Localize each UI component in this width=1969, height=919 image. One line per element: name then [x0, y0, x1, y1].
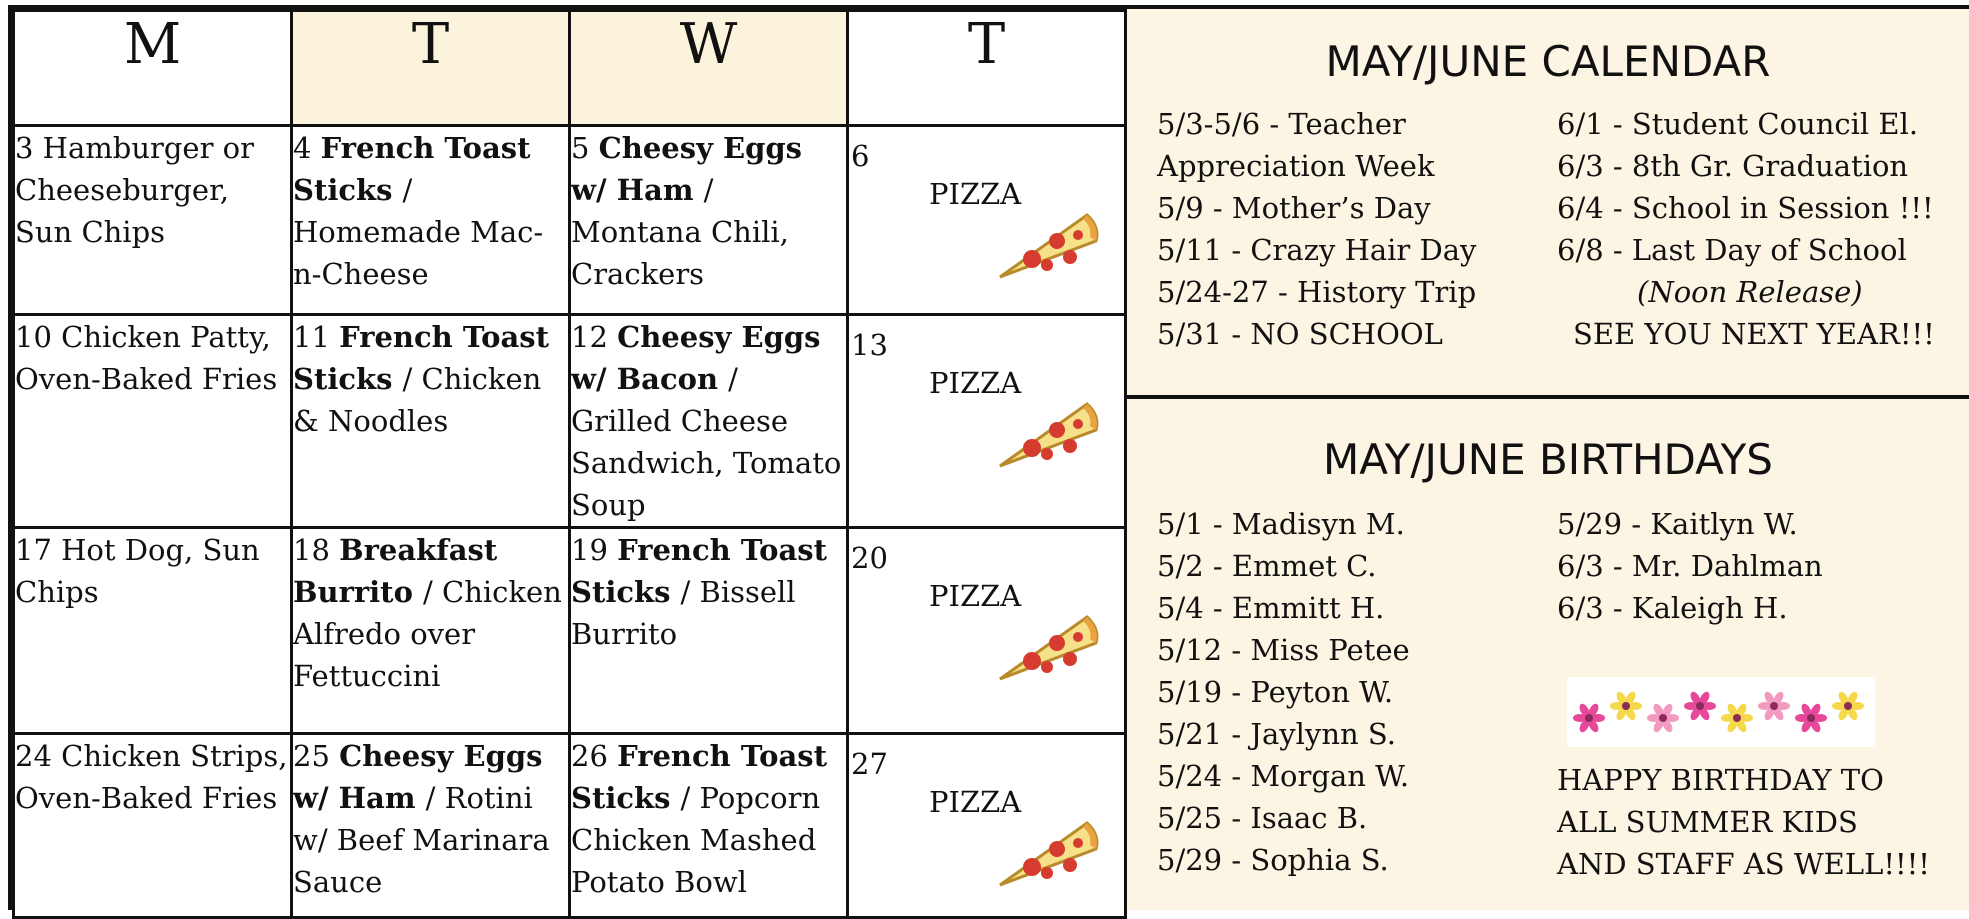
birthday-item: 5/2 - Emmet C. [1157, 549, 1377, 583]
pizza-label: PIZZA [929, 366, 1022, 400]
menu-item-text: Chicken Patty, Oven-Baked Fries [15, 320, 278, 396]
calendar-left-list [1157, 103, 1476, 355]
menu-day-cell [570, 126, 848, 315]
menu-item-bold: Cheesy Eggs w/ Ham [571, 131, 802, 207]
day-header-wed: W [570, 11, 848, 126]
pizza-label: PIZZA [929, 785, 1022, 819]
birthdays-panel [1127, 399, 1969, 910]
pizza-label: PIZZA [929, 177, 1022, 211]
day-number: 10 [15, 320, 62, 354]
calendar-title: MAY/JUNE CALENDAR [1325, 37, 1771, 86]
menu-item-bold: Cheesy Eggs w/ Ham [293, 739, 543, 815]
pizza-slice-icon [992, 815, 1102, 895]
calendar-item: Appreciation Week [1157, 149, 1435, 183]
birthday-item: 5/4 - Emmitt H. [1157, 591, 1385, 625]
menu-item-text: / Montana Chili, Crackers [571, 173, 789, 291]
day-number: 3 [15, 131, 43, 165]
birthday-message-line: ALL SUMMER KIDS [1557, 805, 1858, 839]
birthday-item: 5/12 - Miss Petee [1157, 633, 1410, 667]
menu-day-cell [570, 734, 848, 918]
birthday-item: 5/25 - Isaac B. [1157, 801, 1368, 835]
day-header-mon: M [14, 11, 292, 126]
birthday-item: 5/19 - Peyton W. [1157, 675, 1394, 709]
pizza-slice-icon [992, 609, 1102, 689]
day-number: 5 [571, 131, 599, 165]
day-header-thu: T [848, 11, 1126, 126]
menu-day-cell [14, 528, 292, 734]
day-number: 18 [293, 533, 340, 567]
menu-item-text: / Grilled Cheese Sandwich, Tomato Soup [571, 362, 842, 522]
day-header-row [14, 11, 1126, 126]
menu-item-text: Hot Dog, Sun Chips [15, 533, 260, 609]
birthdays-left-list [1157, 503, 1410, 881]
pizza-slice-icon [992, 396, 1102, 476]
menu-item-text: / Rotini w/ Beef Marinara Sauce [293, 781, 550, 899]
menu-day-cell-pizza [848, 315, 1126, 528]
day-number: 6 [851, 139, 870, 173]
birthday-item: 5/29 - Sophia S. [1157, 843, 1389, 877]
birthday-item: 5/29 - Kaitlyn W. [1557, 507, 1798, 541]
day-number: 17 [15, 533, 62, 567]
birthday-message-line: HAPPY BIRTHDAY TO [1557, 763, 1884, 797]
menu-table [12, 9, 1127, 919]
pizza-label: PIZZA [929, 579, 1022, 613]
birthday-item: 6/3 - Kaleigh H. [1557, 591, 1788, 625]
menu-day-cell [292, 315, 570, 528]
menu-item-text: / Chicken Alfredo over Fettuccini [293, 575, 562, 693]
menu-week-row [14, 528, 1126, 734]
day-header-tue: T [292, 11, 570, 126]
menu-week-row [14, 126, 1126, 315]
birthdays-right-list [1557, 503, 1823, 629]
menu-day-cell-pizza [848, 126, 1126, 315]
menu-week-row [14, 315, 1126, 528]
menu-day-cell-pizza [848, 734, 1126, 918]
menu-item-bold: Cheesy Eggs w/ Bacon [571, 320, 821, 396]
day-number: 26 [571, 739, 618, 773]
menu-day-cell [570, 315, 848, 528]
menu-day-cell [14, 315, 292, 528]
day-number: 13 [851, 328, 888, 362]
menu-item-bold: French Toast Sticks [293, 320, 549, 396]
calendar-right-list [1557, 103, 1935, 355]
birthday-item: 5/24 - Morgan W. [1157, 759, 1410, 793]
calendar-panel [1127, 5, 1969, 399]
day-number: 24 [15, 739, 62, 773]
calendar-item: 5/31 - NO SCHOOL [1157, 317, 1443, 351]
calendar-item: 6/1 - Student Council El. [1557, 107, 1919, 141]
menu-item-text: / Popcorn Chicken Mashed Potato Bowl [571, 781, 821, 899]
day-number: 19 [571, 533, 618, 567]
menu-day-cell-pizza [848, 528, 1126, 734]
calendar-item: 5/3-5/6 - Teacher [1157, 107, 1406, 141]
day-number: 20 [851, 541, 888, 575]
menu-item-text: / Bissell Burrito [571, 575, 796, 651]
flower-border-icon [1567, 677, 1875, 747]
menu-day-cell [14, 734, 292, 918]
menu-day-cell [292, 734, 570, 918]
birthday-item: 5/21 - Jaylynn S. [1157, 717, 1396, 751]
menu-item-bold: French Toast Sticks [571, 739, 827, 815]
menu-day-cell [14, 126, 292, 315]
menu-item-bold: French Toast Sticks [293, 131, 531, 207]
menu-item-bold: French Toast Sticks [571, 533, 827, 609]
day-number: 12 [571, 320, 618, 354]
menu-day-cell [292, 126, 570, 315]
calendar-item: 6/4 - School in Session !!! [1557, 191, 1934, 225]
lunch-menu [8, 5, 1127, 910]
day-number: 27 [851, 747, 888, 781]
menu-day-cell [292, 528, 570, 734]
calendar-item: 5/11 - Crazy Hair Day [1157, 233, 1477, 267]
day-number: 4 [293, 131, 321, 165]
birthday-message-line: AND STAFF AS WELL!!!! [1557, 847, 1930, 881]
calendar-item: 5/9 - Mother’s Day [1157, 191, 1431, 225]
calendar-item: 5/24-27 - History Trip [1157, 275, 1477, 309]
pizza-slice-icon [992, 207, 1102, 287]
birthdays-title: MAY/JUNE BIRTHDAYS [1323, 435, 1773, 484]
menu-item-bold: Breakfast Burrito [293, 533, 498, 609]
birthday-item: 6/3 - Mr. Dahlman [1557, 549, 1823, 583]
day-number: 25 [293, 739, 340, 773]
calendar-item: 6/8 - Last Day of School [1557, 233, 1907, 267]
day-number: 11 [293, 320, 340, 354]
menu-item-text: / Homemade Mac-n-Cheese [293, 173, 544, 291]
birthday-message [1557, 759, 1930, 885]
calendar-item: SEE YOU NEXT YEAR!!! [1573, 317, 1935, 351]
menu-item-text: Hamburger or Cheeseburger, Sun Chips [15, 131, 254, 249]
menu-item-text: Chicken Strips, Oven-Baked Fries [15, 739, 288, 815]
calendar-item: (Noon Release) [1637, 275, 1863, 309]
menu-item-text: / Chicken & Noodles [293, 362, 542, 438]
menu-week-row [14, 734, 1126, 918]
calendar-item: 6/3 - 8th Gr. Graduation [1557, 149, 1909, 183]
birthday-item: 5/1 - Madisyn M. [1157, 507, 1405, 541]
menu-day-cell [570, 528, 848, 734]
